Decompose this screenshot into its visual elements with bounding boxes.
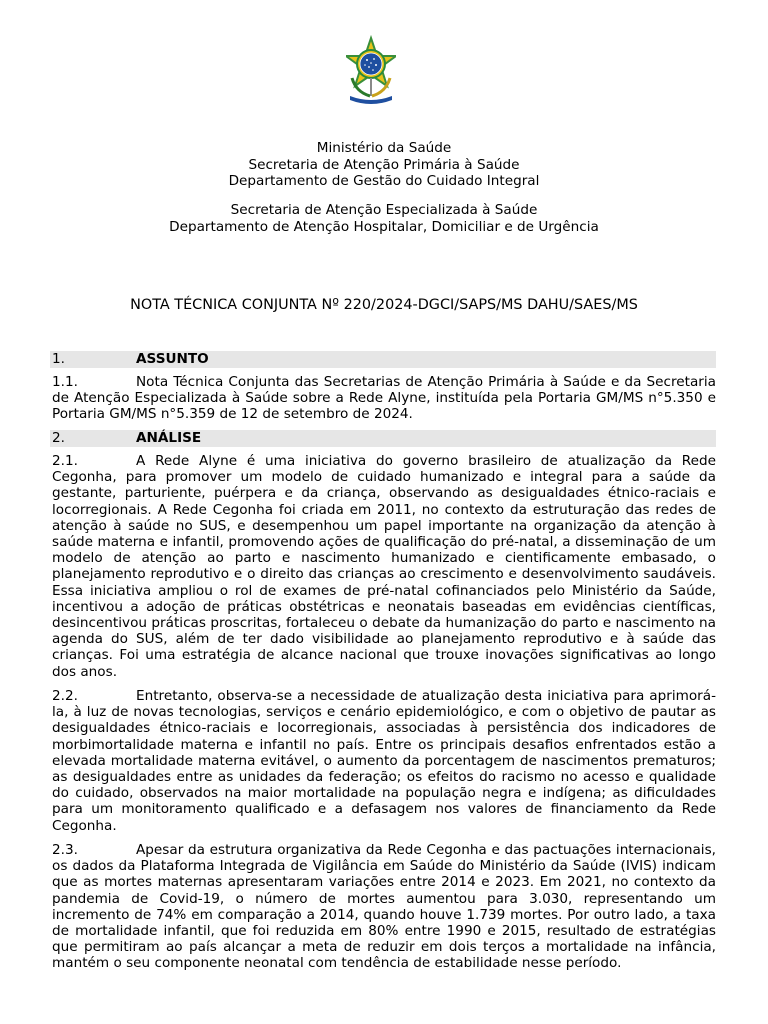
paragraph-text: Apesar da estrutura organizativa da Rede Cegonha e das pactuações internacionais, os dados da Plataforma Integrada de Vigilância em Saúde do Ministério da Saúde (IVIS) indicam que as mortes maternas apresentaram variações entre 2014 e 2023. Em 2021, no contexto da pandemia de Covid-19, o número de mortes aumentou para 3.030, representando um incremento de 74% em comparação a 2014, quando houve 1.739 mortes. Por outro lado, a taxa de mortalidade infantil, que foi reduzida em 80% entre 1990 e 2015, resultado de estratégias que permitiram ao país alcançar a meta de reduzir em dois terços a mortalidade na infância, mantém o seu componente neonatal com tendência de estabilidade nesse período. xyxy=(52,842,716,972)
section-number: 2. xyxy=(52,430,65,446)
paragraph-number: 2.1. xyxy=(52,453,78,469)
brazil-coat-of-arms-icon xyxy=(346,34,396,106)
paragraph-2-1 xyxy=(52,453,716,680)
paragraph-text: A Rede Alyne é uma iniciativa do governo brasileiro de atualização da Rede Cegonha, para promover um modelo de cuidado humanizado e integral para a saúde da gestante, parturiente, puérpera e da criança, observando as desigualdades étnico-raciais e locorregionais. A Rede Cegonha foi criada em 2011, no contexto da estruturação das redes de atenção à saúde no SUS, e desempenhou um papel importante na organização da atenção à saúde materna e infantil, promovendo ações de qualificação do pré-natal, a disseminação de um modelo de atenção ao parto e nascimento humanizado e cientificamente embasado, o planejamento reprodutivo e o direito das crianças ao crescimento e desenvolvimento saudáveis. Essa iniciativa ampliou o rol de exames de pré-natal cofinanciados pelo Ministério da Saúde, incentivou a adoção de práticas obstétricas e neonatais baseadas em evidências científicas, desincentivou práticas proscritas, fortaleceu o debate da humanização do parto e nascimento na agenda do SUS, além de ter dado visibilidade ao planejamento reprodutivo e à saúde das crianças. Foi uma estratégia de alcance nacional que trouxe inovações significativas ao longo dos anos. xyxy=(52,453,716,680)
header-block-specialized xyxy=(0,202,768,235)
paragraph-2-3 xyxy=(52,842,716,972)
header-block-primary xyxy=(0,140,768,190)
paragraph-text: Nota Técnica Conjunta das Secretarias de Atenção Primária à Saúde e da Secretaria de Atenção Especializada à Saúde sobre a Rede Alyne, instituída pela Portaria GM/MS n°5.350 e Portaria GM/MS n°5.359 de 12 de setembro de 2024. xyxy=(52,374,716,423)
section-label: ANÁLISE xyxy=(136,430,202,446)
paragraph-number: 1.1. xyxy=(52,374,78,390)
paragraph-2-2 xyxy=(52,688,716,834)
section-heading-analise xyxy=(50,430,716,447)
paragraph-text: Entretanto, observa-se a necessidade de atualização desta iniciativa para aprimorá-la, à luz de novas tecnologias, serviços e cenário epidemiológico, e com o objetivo de pautar as desigualdades étnico-raciais e locorregionais, associadas à persistência dos indicadores de morbimortalidade materna e infantil no país. Entre os principais desafios enfrentados estão a elevada mortalidade materna evitável, o aumento da porcentagem de nascimentos prematuros; as desigualdades entre as unidades da federação; os efeitos do racismo no acesso e qualidade do cuidado, observados na maior mortalidade na população negra e indígena; as dificuldades para um monitoramento qualificado e a defasagem nos valores de financiamento da Rede Cegonha. xyxy=(52,688,716,834)
paragraph-number: 2.2. xyxy=(52,688,78,704)
section-label: ASSUNTO xyxy=(136,351,209,367)
section-number: 1. xyxy=(52,351,65,367)
secretariat-specialized-care: Secretaria de Atenção Especializada à Saúde xyxy=(230,202,538,218)
department-integral-care: Departamento de Gestão do Cuidado Integral xyxy=(228,173,540,189)
ministry-name: Ministério da Saúde xyxy=(316,140,452,156)
section-heading-assunto xyxy=(50,351,716,368)
paragraph-number: 2.3. xyxy=(52,842,78,858)
document-title: NOTA TÉCNICA CONJUNTA Nº 220/2024-DGCI/SAPS/MS DAHU/SAES/MS xyxy=(130,297,638,313)
secretariat-primary-care: Secretaria de Atenção Primária à Saúde xyxy=(248,156,520,173)
department-hospital-care: Departamento de Atenção Hospitalar, Domiciliar e de Urgência xyxy=(169,218,599,235)
paragraph-1-1 xyxy=(52,374,716,423)
